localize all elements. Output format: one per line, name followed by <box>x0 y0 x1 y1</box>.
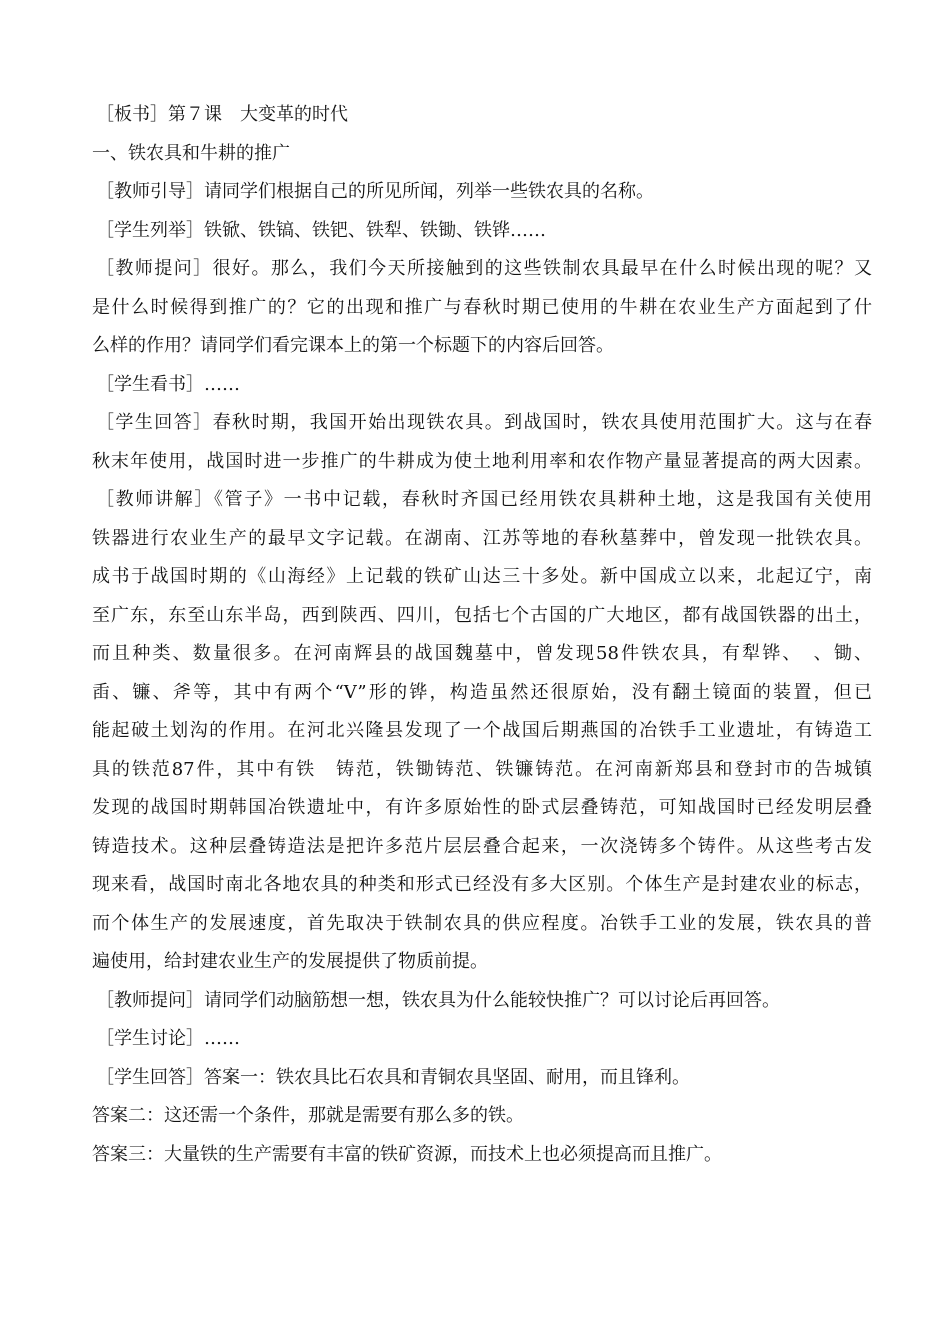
paragraph-line: 而且种类、数量很多。在河南辉县的战国魏墓中，曾发现58件铁农具，有犁铧、 、锄、 <box>92 643 872 664</box>
paragraph-line: 是什么时候得到推广的？它的出现和推广与春秋时期已使用的牛耕在农业生产方面起到了什 <box>92 296 872 318</box>
paragraph-line: ［学生看书］…… <box>96 373 240 395</box>
paragraph-line: 答案二：这还需一个条件，那就是需要有那么多的铁。 <box>92 1105 524 1126</box>
paragraph-line: ［教师讲解］《管子》一书中记载，春秋时齐国已经用铁农具耕种土地，这是我国有关使用 <box>96 489 872 510</box>
paragraph-line: 能起破土划沟的作用。在河北兴隆县发现了一个战国后期燕国的冶铁手工业遗址，有铸造工 <box>92 720 872 741</box>
paragraph-line: 秋末年使用，战国时进一步推广的牛耕成为使土地利用率和农作物产量显著提高的两大因素。 <box>92 450 872 472</box>
paragraph-line: 遍使用，给封建农业生产的发展提供了物质前提。 <box>92 951 488 972</box>
paragraph-line: ［学生讨论］…… <box>96 1028 240 1049</box>
board-heading: ［板书］第７课 大变革的时代 <box>96 104 348 125</box>
paragraph-line: 么样的作用？请同学们看完课本上的第一个标题下的内容后回答。 <box>92 335 614 356</box>
paragraph-line: ［教师提问］请同学们动脑筋想一想，铁农具为什么能较快推广？可以讨论后再回答。 <box>96 989 780 1011</box>
paragraph-line: ［教师提问］很好。那么，我们今天所接触到的这些铁制农具最早在什么时候出现的呢？又 <box>96 258 872 279</box>
paragraph-line: ［学生列举］铁锨、铁镐、铁钯、铁犁、铁锄、铁铧…… <box>96 219 546 241</box>
paragraph-line: ［学生回答］答案一：铁农具比石农具和青铜农具坚固、耐用，而且锋利。 <box>96 1066 690 1088</box>
paragraph-line: 现来看，战国时南北各地农具的种类和形式已经没有多大区别。个体生产是封建农业的标志， <box>92 874 872 895</box>
paragraph-line: ［学生回答］春秋时期，我国开始出现铁农具。到战国时，铁农具使用范围扩大。这与在春 <box>96 412 872 433</box>
paragraph-line: 成书于战国时期的《山海经》上记载的铁矿山达三十多处。新中国成立以来，北起辽宁，南 <box>92 566 872 587</box>
paragraph-line: ［教师引导］请同学们根据自己的所见所闻，列举一些铁农具的名称。 <box>96 181 654 202</box>
section-heading: 一、铁农具和牛耕的推广 <box>92 142 290 164</box>
paragraph-line: 臿、镰、斧等，其中有两个“V”形的铧，构造虽然还很原始，没有翻土镜面的装置，但已 <box>92 681 872 703</box>
paragraph-line: 铁器进行农业生产的最早文字记载。在湖南、江苏等地的春秋墓葬中，曾发现一批铁农具。 <box>92 527 872 549</box>
paragraph-line: 发现的战国时期韩国冶铁遗址中，有许多原始性的卧式层叠铸范，可知战国时已经发明层叠 <box>92 797 872 818</box>
paragraph-line: 铸造技术。这种层叠铸造法是把许多范片层层叠合起来，一次浇铸多个铸件。从这些考古发 <box>92 835 872 857</box>
paragraph-line: 而个体生产的发展速度，首先取决于铁制农具的供应程度。冶铁手工业的发展，铁农具的普 <box>92 912 872 934</box>
document-page <box>92 96 872 1174</box>
paragraph-line: 至广东，东至山东半岛，西到陕西、四川，包括七个古国的广大地区，都有战国铁器的出土， <box>92 604 872 626</box>
paragraph-line: 具的铁范87件，其中有铁 铸范，铁锄铸范、铁镰铸范。在河南新郑县和登封市的告城镇 <box>92 758 872 780</box>
paragraph-line: 答案三：大量铁的生产需要有丰富的铁矿资源，而技术上也必须提高而且推广。 <box>92 1143 722 1165</box>
